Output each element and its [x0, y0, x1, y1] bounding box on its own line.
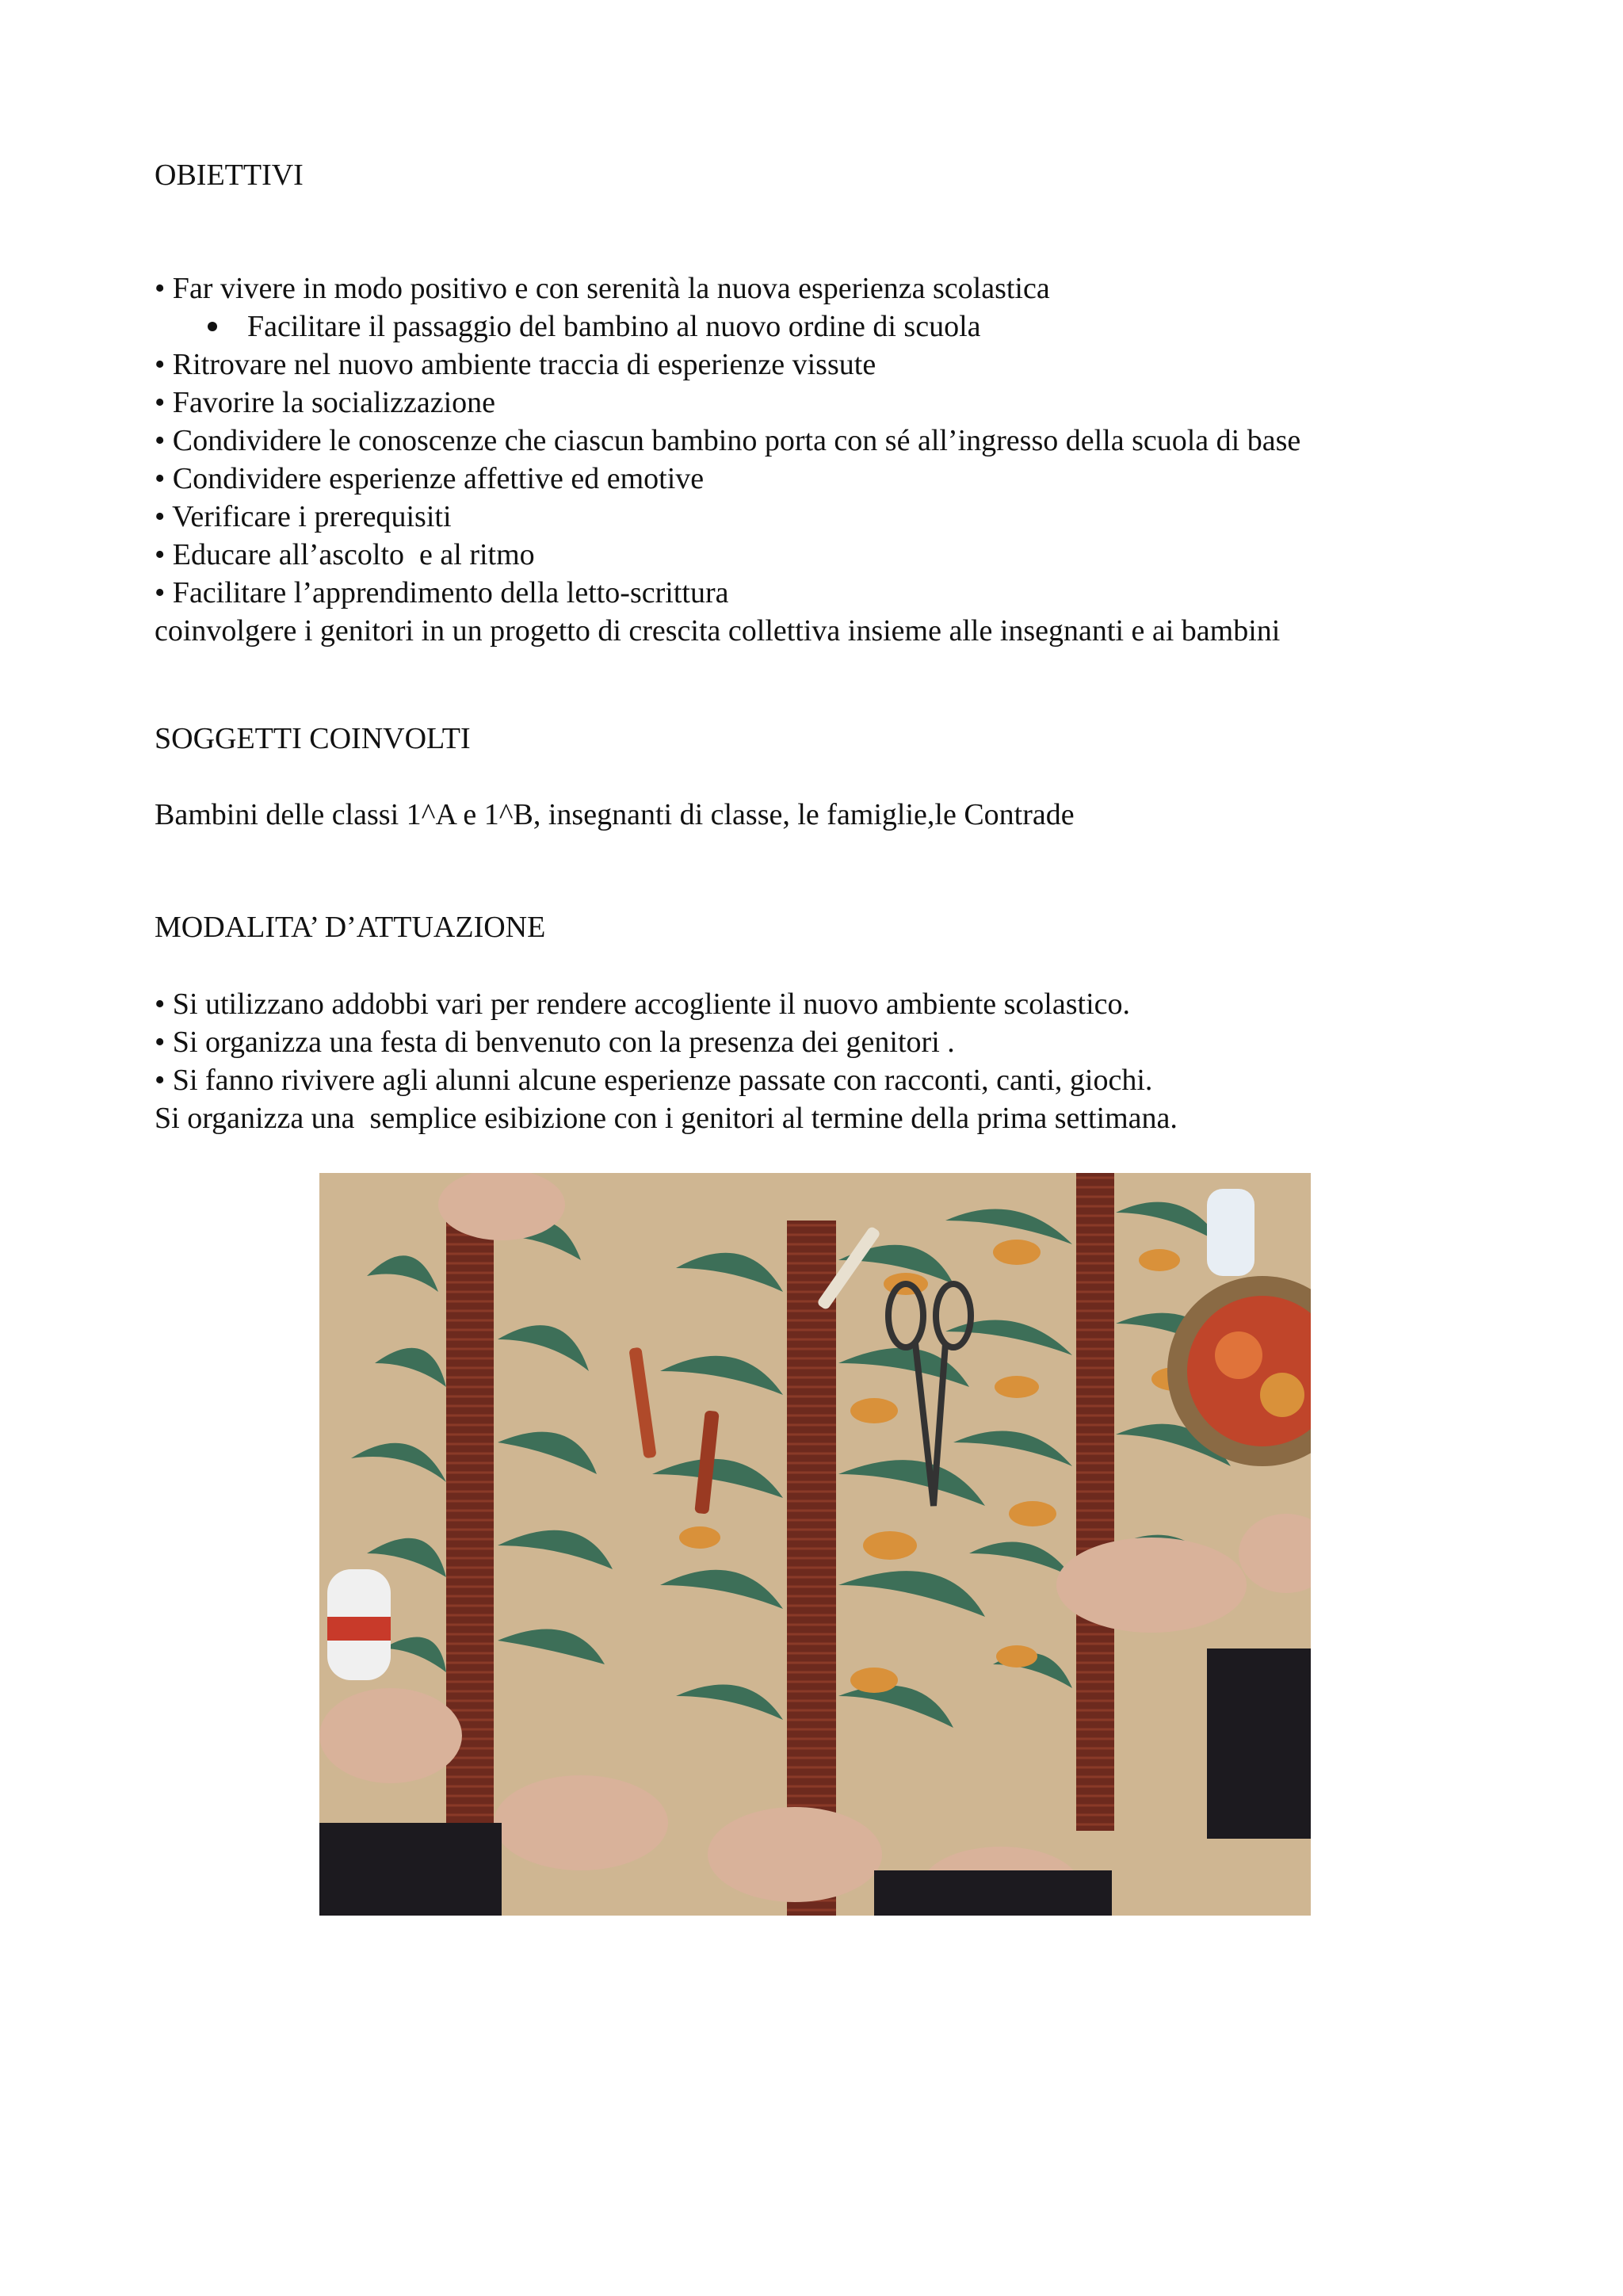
classroom-photo: [319, 1173, 1311, 1916]
tree-trunk-left: [446, 1221, 494, 1916]
tree-trunk-right: [1076, 1173, 1114, 1831]
list-item: [208, 308, 981, 346]
list-item: • Verificare i prerequisiti: [155, 500, 452, 533]
paragraph-soggetti: Bambini delle classi 1^A e 1^B, insegnanti di classe, le famiglie,le Contrade: [155, 798, 1075, 831]
list-item: • Si utilizzano addobbi vari per rendere accogliente il nuovo ambiente scolastico.: [155, 988, 1130, 1021]
list-item: coinvolgere i genitori in un progetto di crescita collettiva insieme alle insegnanti e ai bambini: [155, 614, 1281, 648]
list-item: • Favorire la socializzazione: [155, 386, 496, 419]
bullet-dot-icon: [208, 322, 217, 331]
list-item: • Condividere esperienze affettive ed emotive: [155, 462, 705, 495]
list-item: Si organizza una semplice esibizione con i genitori al termine della prima settimana.: [155, 1102, 1178, 1135]
heading-modalita-attuazione: MODALITA’ D’ATTUAZIONE: [155, 911, 546, 944]
list-item-text: Facilitare il passaggio del bambino al nuovo ordine di scuola: [247, 310, 981, 343]
glue-bottle-top: [1207, 1189, 1254, 1276]
list-item: • Si organizza una festa di benvenuto con la presenza dei genitori .: [155, 1026, 955, 1059]
heading-soggetti-coinvolti: SOGGETTI COINVOLTI: [155, 722, 471, 755]
list-item: • Ritrovare nel nuovo ambiente traccia di esperienze vissute: [155, 348, 876, 381]
photo-illustration: [319, 1173, 1311, 1916]
list-item: • Facilitare l’apprendimento della letto-scrittura: [155, 576, 729, 609]
list-item: • Educare all’ascolto e al ritmo: [155, 538, 535, 571]
list-item: • Far vivere in modo positivo e con serenità la nuova esperienza scolastica: [155, 272, 1050, 305]
list-item: • Condividere le conoscenze che ciascun bambino porta con sé all’ingresso della scuola di base: [155, 424, 1301, 457]
list-item: • Si fanno rivivere agli alunni alcune esperienze passate con racconti, canti, giochi.: [155, 1064, 1153, 1097]
heading-obiettivi: OBIETTIVI: [155, 159, 304, 192]
